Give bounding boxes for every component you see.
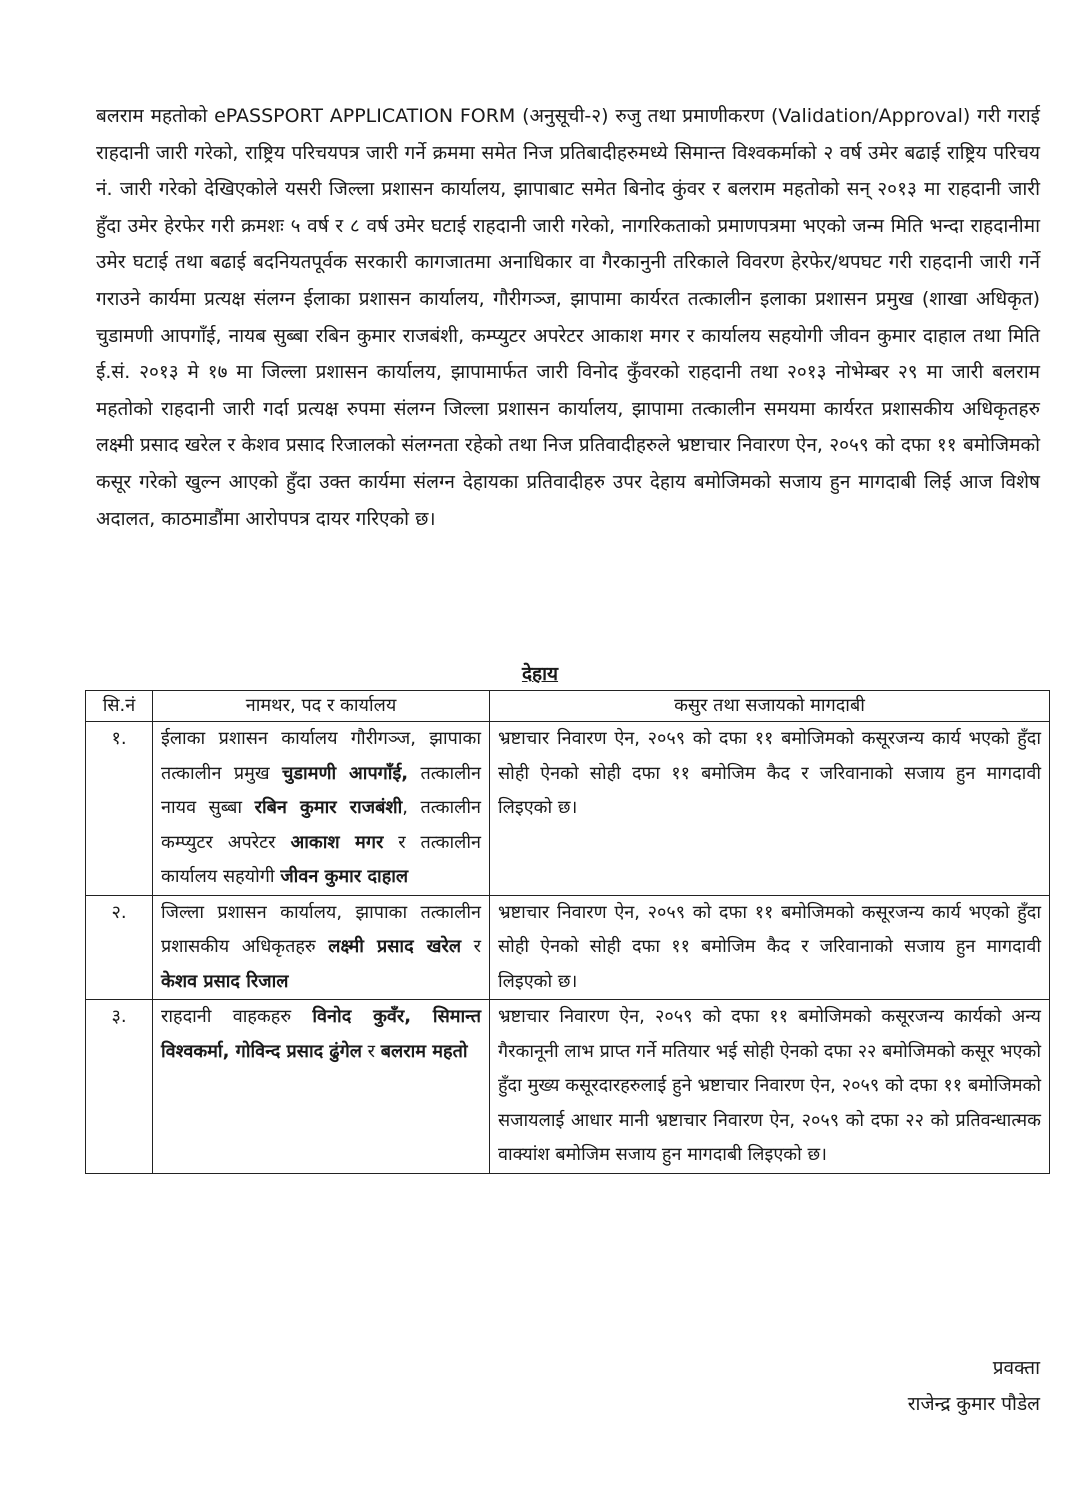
header-name-position-office: नामथर, पद र कार्यालय (153, 691, 490, 722)
row-serial-number: १. (86, 722, 153, 896)
section-heading: देहाय (521, 663, 559, 685)
row-charge-text: भ्रष्टाचार निवारण ऐन, २०५९ को दफा ११ बमोजिमको कसूरजन्य कार्य भएको हुँदा सोही ऐनको सोही दफा ११ बमोजिम कैद र जरिवानाको सजाय हुन मागदावी लिइएको छ। (490, 722, 1050, 896)
row-charge-text: भ्रष्टाचार निवारण ऐन, २०५९ को दफा ११ बमोजिमको कसूरजन्य कार्यको अन्य गैरकानूनी लाभ प्राप्त गर्ने मतियार भई सोही ऐनको दफा २२ बमोजिमको कसूर भएको हुँदा मुख्य कसूरदारहरुलाई हुने भ्रष्टाचार निवारण ऐन, २०५९ को दफा ११ बमोजिमको सजायलाई आधार मानी भ्रष्टाचार निवारण ऐन, २०५९ को दफा २२ को प्रतिवन्धात्मक वाक्यांश बमोजिम सजाय हुन मागदाबी लिइएको छ। (490, 1000, 1050, 1174)
signatory-title: प्रवक्ता (992, 1357, 1040, 1379)
header-charge-and-penalty: कसुर तथा सजायको मागदाबी (490, 691, 1050, 722)
row-accused-names: ईलाका प्रशासन कार्यालय गौरीगञ्ज, झापाका तत्कालीन प्रमुख चुडामणी आपगाँई, तत्कालीन नायव सुब्बा रबिन कुमार राजबंशी, तत्कालीन कम्प्युटर अपरेटर आकाश मगर र तत्कालीन कार्यालय सहयोगी जीवन कुमार दाहाल (153, 722, 490, 896)
header-serial-number: सि.नं (86, 691, 153, 722)
signature-block (908, 1350, 1040, 1422)
row-serial-number: २. (86, 895, 153, 1000)
table-header-row (86, 691, 1050, 722)
body-paragraph: बलराम महतोको ePASSPORT APPLICATION FORM (अनुसूची-२) रुजु तथा प्रमाणीकरण (Validation/Approval) गरी गराई राहदानी जारी गरेको, राष्ट्रिय परिचयपत्र जारी गर्ने क्रममा समेत निज प्रतिबादीहरुमध्ये सिमान्त विश्वकर्माको २ वर्ष उमेर बढाई राष्ट्रिय परिचय नं. जारी गरेको देखिएकोले यसरी जिल्ला प्रशासन कार्यालय, झापाबाट समेत बिनोद कुंवर र बलराम महतोको सन् २०१३ मा राहदानी जारी हुँदा उमेर हेरफेर गरी क्रमशः ५ वर्ष र ८ वर्ष उमेर घटाई राहदानी जारी गरेको, नागरिकताको प्रमाणपत्रमा भएको जन्म मिति भन्दा राहदानीमा उमेर घटाई तथा बढाई बदनियतपूर्वक सरकारी कागजातमा अनाधिकार वा गैरकानुनी तरिकाले विवरण हेरफेर/थपघट गरी राहदानी जारी गर्ने गराउने कार्यमा प्रत्यक्ष संलग्न ईलाका प्रशासन कार्यालय, गौरीगञ्ज, झापामा कार्यरत तत्कालीन इलाका प्रशासन प्रमुख (शाखा अधिकृत) चुडामणी आपगाँई, नायब सुब्बा रबिन कुमार राजबंशी, कम्प्युटर अपरेटर आकाश मगर र कार्यालय सहयोगी जीवन कुमार दाहाल तथा मिति ई.सं. २०१३ मे १७ मा जिल्ला प्रशासन कार्यालय, झापामार्फत जारी विनोद कुँवरको राहदानी तथा २०१३ नोभेम्बर २९ मा जारी बलराम महतोको राहदानी जारी गर्दा प्रत्यक्ष रुपमा संलग्न जिल्ला प्रशासन कार्यालय, झापामा तत्कालीन समयमा कार्यरत प्रशासकीय अधिकृतहरु लक्ष्मी प्रसाद खरेल र केशव प्रसाद रिजालको संलग्नता रहेको तथा निज प्रतिवादीहरुले भ्रष्टाचार निवारण ऐन, २०५९ को दफा ११ बमोजिमको कसूर गरेको खुल्न आएको हुँदा उक्त कार्यमा संलग्न देहायका प्रतिवादीहरु उपर देहाय बमोजिमको सजाय हुन मागदाबी लिई आज विशेष अदालत, काठमाडौंमा आरोपपत्र दायर गरिएको छ। (96, 105, 1040, 530)
signatory-name: राजेन्द्र कुमार पौडेल (907, 1393, 1040, 1415)
table-row (86, 895, 1050, 1000)
row-charge-text: भ्रष्टाचार निवारण ऐन, २०५९ को दफा ११ बमोजिमको कसूरजन्य कार्य भएको हुँदा सोही ऐनको सोही दफा ११ बमोजिम कैद र जरिवानाको सजाय हुन मागदावी लिइएको छ। (490, 895, 1050, 1000)
table-row (86, 1000, 1050, 1174)
row-serial-number: ३. (86, 1000, 153, 1174)
accused-table (85, 690, 1050, 1174)
row-accused-names: जिल्ला प्रशासन कार्यालय, झापाका तत्कालीन प्रशासकीय अधिकृतहरु लक्ष्मी प्रसाद खरेल र केशव प्रसाद रिजाल (153, 895, 490, 1000)
row-accused-names: राहदानी वाहकहरु विनोद कुवँर, सिमान्त विश्वकर्मा, गोविन्द प्रसाद ढुंगेल र बलराम महतो (153, 1000, 490, 1174)
table-row (86, 722, 1050, 896)
